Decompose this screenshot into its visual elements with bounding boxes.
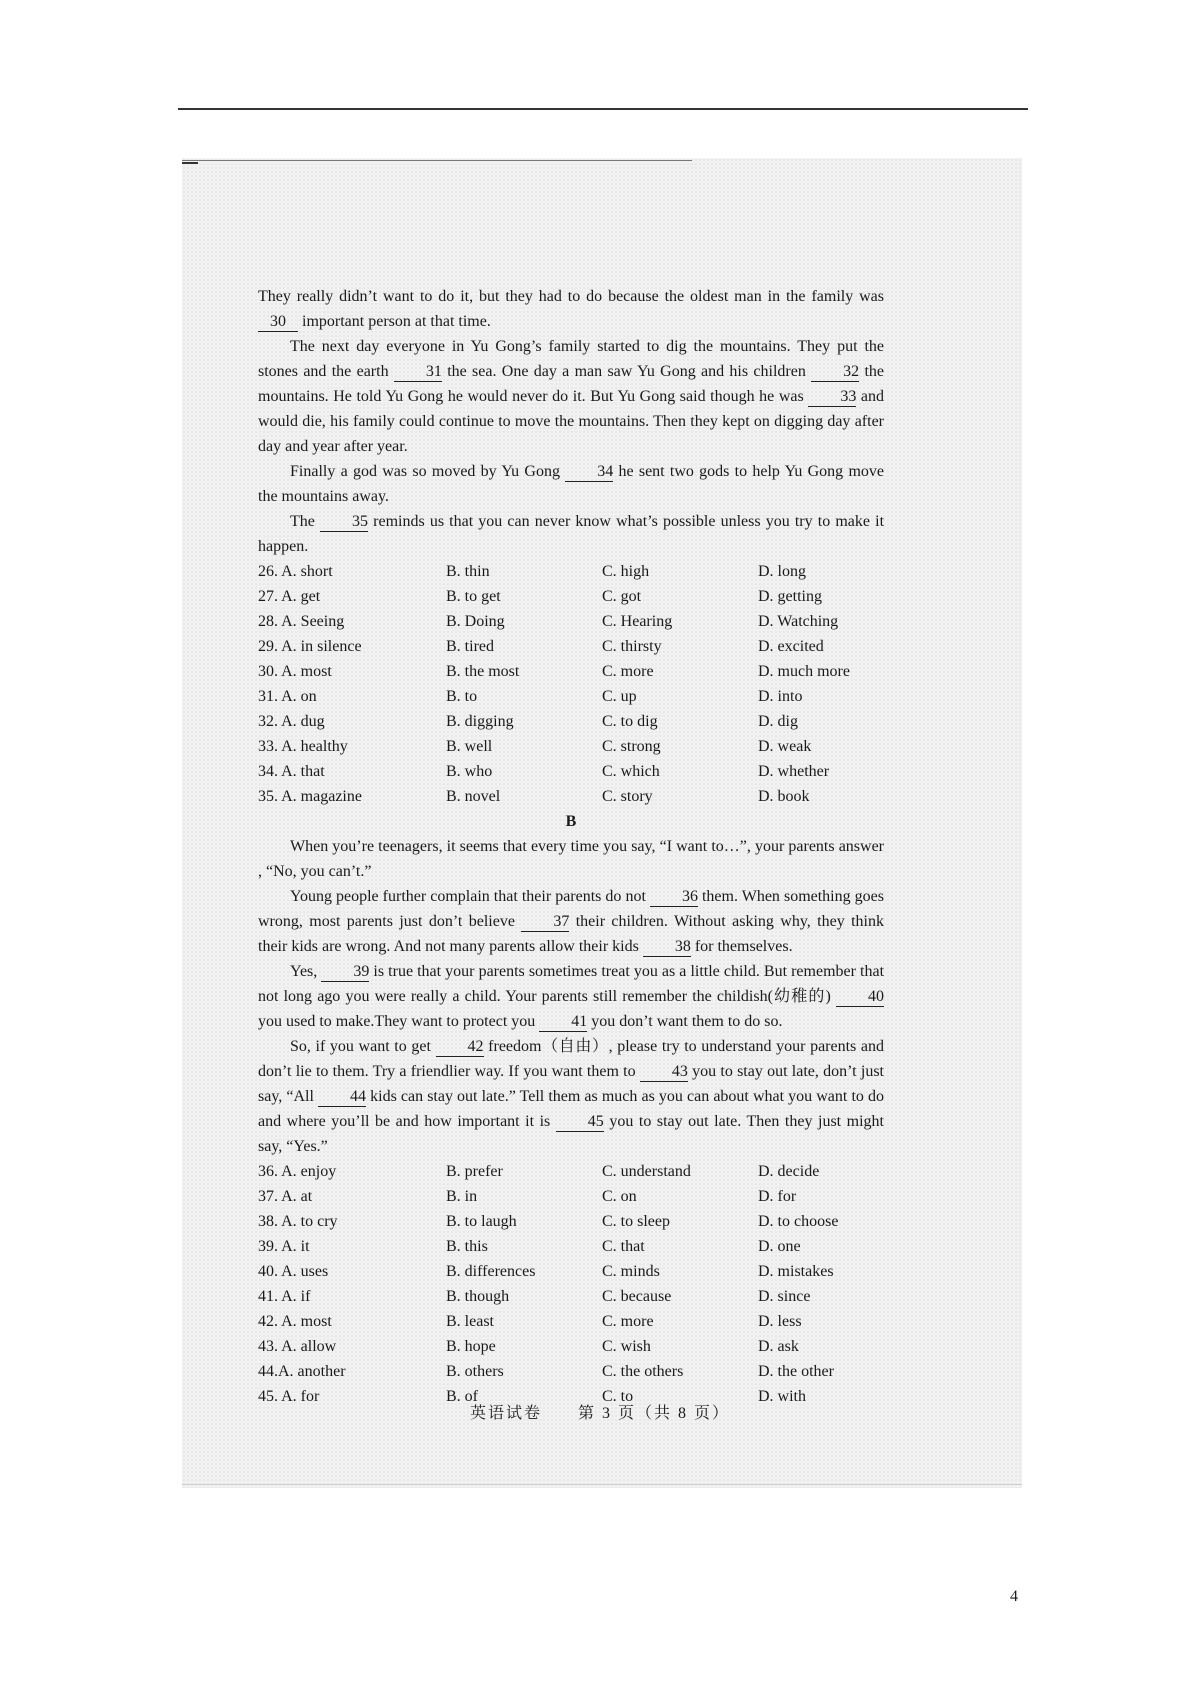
blank-44: 44 xyxy=(318,1088,366,1107)
passage-b-paragraph-4 xyxy=(258,1034,884,1159)
text: The xyxy=(290,513,321,530)
option-d: D. since xyxy=(758,1288,811,1305)
option-c: C. to sleep xyxy=(602,1213,670,1230)
text: and would die, his family could continue to move the mountains. Then they kept on digging day after day and year after year. xyxy=(258,388,884,455)
question-row xyxy=(258,1359,884,1384)
blank-31: 31 xyxy=(394,363,442,382)
text: Yes, xyxy=(290,963,322,980)
text: Finally a god was so moved by Yu Gong xyxy=(290,463,566,480)
dash-mark xyxy=(182,162,198,164)
question-row xyxy=(258,1334,884,1359)
option-b: B. differences xyxy=(446,1263,536,1280)
option-d: D. Watching xyxy=(758,613,839,630)
option-d: D. weak xyxy=(758,738,812,755)
option-a: 37. A. at xyxy=(258,1188,313,1205)
passage-b-paragraph-1 xyxy=(258,834,884,884)
option-b: B. this xyxy=(446,1238,488,1255)
option-b: B. Doing xyxy=(446,613,505,630)
question-row xyxy=(258,659,884,684)
text: the sea. One day a man saw Yu Gong and his children xyxy=(441,363,812,380)
option-b: B. in xyxy=(446,1188,478,1205)
text: you used to make.They want to protect you xyxy=(258,1013,540,1030)
question-row xyxy=(258,634,884,659)
option-c: C. to xyxy=(602,1388,634,1405)
option-c: C. understand xyxy=(602,1163,691,1180)
questions-a-list xyxy=(258,559,884,809)
question-row xyxy=(258,684,884,709)
option-a: 30. A. most xyxy=(258,663,332,680)
option-a: 36. A. enjoy xyxy=(258,1163,337,1180)
blank-37: 37 xyxy=(521,913,569,932)
passage-b-paragraph-3 xyxy=(258,959,884,1034)
passage-b-paragraph-2 xyxy=(258,884,884,959)
text: you to stay out late. Then they just might say, “Yes.” xyxy=(258,1113,885,1155)
text: So, if you want to get xyxy=(290,1038,436,1055)
option-a: 35. A. magazine xyxy=(258,788,362,805)
text: he sent two gods to help Yu Gong move the mountains away. xyxy=(258,463,884,505)
option-c: C. Hearing xyxy=(602,613,673,630)
passage-a-paragraph-1 xyxy=(258,284,884,334)
option-a: 43. A. allow xyxy=(258,1338,337,1355)
section-b-label: B xyxy=(565,813,577,830)
option-a: 45. A. for xyxy=(258,1388,320,1405)
text: freedom（自由）, please try to understand your parents and don’t lie to them. Try a friendlier way. If you want them to xyxy=(258,1038,885,1080)
blank-40: 40 xyxy=(836,988,884,1007)
option-b: B. least xyxy=(446,1313,494,1330)
option-c: C. to dig xyxy=(602,713,658,730)
blank-36: 36 xyxy=(650,888,698,907)
option-d: D. getting xyxy=(758,588,822,605)
option-b: B. to get xyxy=(446,588,501,605)
option-d: D. much more xyxy=(758,663,850,680)
text: is true that your parents sometimes treat you as a little child. But remember that not long ago you were really a child. Your parents still remember the childish(幼稚的) xyxy=(258,963,885,1005)
text: you to stay out late, don’t just say, “All xyxy=(258,1063,884,1105)
option-b: B. thin xyxy=(446,563,490,580)
option-d: D. into xyxy=(758,688,803,705)
option-b: B. though xyxy=(446,1288,510,1305)
option-b: B. to laugh xyxy=(446,1213,517,1230)
text: When you’re teenagers, it seems that every time you say, “I want to…”, your parents answer , “No, you can’t.” xyxy=(258,838,884,880)
option-b: B. prefer xyxy=(446,1163,503,1180)
option-a: 27. A. get xyxy=(258,588,321,605)
option-c: C. got xyxy=(602,588,642,605)
option-d: D. ask xyxy=(758,1338,799,1355)
blank-34: 34 xyxy=(565,463,613,482)
option-a: 42. A. most xyxy=(258,1313,332,1330)
option-c: C. more xyxy=(602,1313,654,1330)
option-d: D. to choose xyxy=(758,1213,839,1230)
blank-39: 39 xyxy=(321,963,369,982)
option-c: C. on xyxy=(602,1188,637,1205)
text: their children. Without asking why, they think their kids are wrong. And not many parents allow their kids xyxy=(258,913,885,955)
blank-42: 42 xyxy=(436,1038,484,1057)
option-b: B. digging xyxy=(446,713,514,730)
option-d: D. for xyxy=(758,1188,797,1205)
question-row xyxy=(258,1259,884,1284)
text: The next day everyone in Yu Gong’s family started to dig the mountains. They put the stones and the earth xyxy=(258,338,884,380)
option-d: D. the other xyxy=(758,1363,834,1380)
option-a: 31. A. on xyxy=(258,688,317,705)
blank-35: 35 xyxy=(320,513,368,532)
option-a: 44.A. another xyxy=(258,1363,346,1380)
option-a: 41. A. if xyxy=(258,1288,311,1305)
question-row xyxy=(258,1159,884,1184)
option-c: C. the others xyxy=(602,1363,684,1380)
top-rule xyxy=(178,108,1028,110)
option-d: D. book xyxy=(758,788,810,805)
question-row xyxy=(258,784,884,809)
option-b: B. hope xyxy=(446,1338,496,1355)
option-c: C. minds xyxy=(602,1263,660,1280)
text: They really didn’t want to do it, but they had to do because the oldest man in the family was xyxy=(258,288,884,305)
question-row xyxy=(258,559,884,584)
question-row xyxy=(258,1184,884,1209)
blank-32: 32 xyxy=(811,363,859,382)
option-d: D. whether xyxy=(758,763,830,780)
page-number: 4 xyxy=(1010,1588,1018,1605)
option-b: B. of xyxy=(446,1388,478,1405)
option-b: B. the most xyxy=(446,663,520,680)
option-b: B. tired xyxy=(446,638,494,655)
blank-38: 38 xyxy=(643,938,691,957)
option-a: 26. A. short xyxy=(258,563,333,580)
option-a: 39. A. it xyxy=(258,1238,310,1255)
text: the mountains. He told Yu Gong he would never do it. But Yu Gong said though he was xyxy=(258,363,884,405)
question-row xyxy=(258,734,884,759)
question-row xyxy=(258,584,884,609)
text: Young people further complain that their parents do not xyxy=(290,888,650,905)
option-c: C. high xyxy=(602,563,650,580)
question-row xyxy=(258,1209,884,1234)
option-b: B. novel xyxy=(446,788,501,805)
option-c: C. story xyxy=(602,788,653,805)
option-a: 32. A. dug xyxy=(258,713,325,730)
question-row xyxy=(258,1284,884,1309)
text: important person at that time. xyxy=(298,313,491,330)
option-c: C. because xyxy=(602,1288,672,1305)
option-a: 34. A. that xyxy=(258,763,325,780)
option-d: D. decide xyxy=(758,1163,820,1180)
page-footer: 英语试卷 第 3 页（共 8 页） xyxy=(469,1405,730,1422)
option-d: D. with xyxy=(758,1388,806,1405)
passage-a-paragraph-4 xyxy=(258,509,884,559)
option-d: D. long xyxy=(758,563,806,580)
scan-top-line xyxy=(182,160,692,161)
option-c: C. which xyxy=(602,763,660,780)
option-b: B. others xyxy=(446,1363,504,1380)
blank-30: 30 xyxy=(258,313,298,332)
text: them. When something goes wrong, most parents just don’t believe xyxy=(258,888,884,930)
question-row xyxy=(258,709,884,734)
option-c: C. thirsty xyxy=(602,638,662,655)
option-d: D. mistakes xyxy=(758,1263,834,1280)
question-row xyxy=(258,1309,884,1334)
option-b: B. well xyxy=(446,738,493,755)
option-a: 29. A. in silence xyxy=(258,638,362,655)
text: for themselves. xyxy=(690,938,793,955)
option-c: C. strong xyxy=(602,738,661,755)
option-d: D. dig xyxy=(758,713,798,730)
exam-content xyxy=(258,284,884,1409)
passage-a-paragraph-3 xyxy=(258,459,884,509)
questions-b-list xyxy=(258,1159,884,1409)
option-c: C. wish xyxy=(602,1338,651,1355)
option-a: 33. A. healthy xyxy=(258,738,348,755)
text: you don’t want them to do so. xyxy=(587,1013,783,1030)
question-row xyxy=(258,609,884,634)
option-a: 28. A. Seeing xyxy=(258,613,345,630)
text: reminds us that you can never know what’s possible unless you try to make it happen. xyxy=(258,513,885,555)
passage-a-paragraph-2 xyxy=(258,334,884,459)
blank-43: 43 xyxy=(640,1063,688,1082)
option-c: C. that xyxy=(602,1238,645,1255)
option-b: B. to xyxy=(446,688,478,705)
option-a: 38. A. to cry xyxy=(258,1213,338,1230)
option-c: C. more xyxy=(602,663,654,680)
option-a: 40. A. uses xyxy=(258,1263,329,1280)
option-b: B. who xyxy=(446,763,493,780)
option-d: D. one xyxy=(758,1238,801,1255)
text: kids can stay out late.” Tell them as much as you can about what you want to do and where you’ll be and how important it is xyxy=(258,1088,884,1130)
option-d: D. less xyxy=(758,1313,802,1330)
question-row xyxy=(258,759,884,784)
blank-45: 45 xyxy=(556,1113,604,1132)
question-row xyxy=(258,1234,884,1259)
option-c: C. up xyxy=(602,688,637,705)
blank-41: 41 xyxy=(539,1013,587,1032)
blank-33: 33 xyxy=(808,388,856,407)
option-d: D. excited xyxy=(758,638,824,655)
scan-bottom-line xyxy=(182,1484,1022,1485)
